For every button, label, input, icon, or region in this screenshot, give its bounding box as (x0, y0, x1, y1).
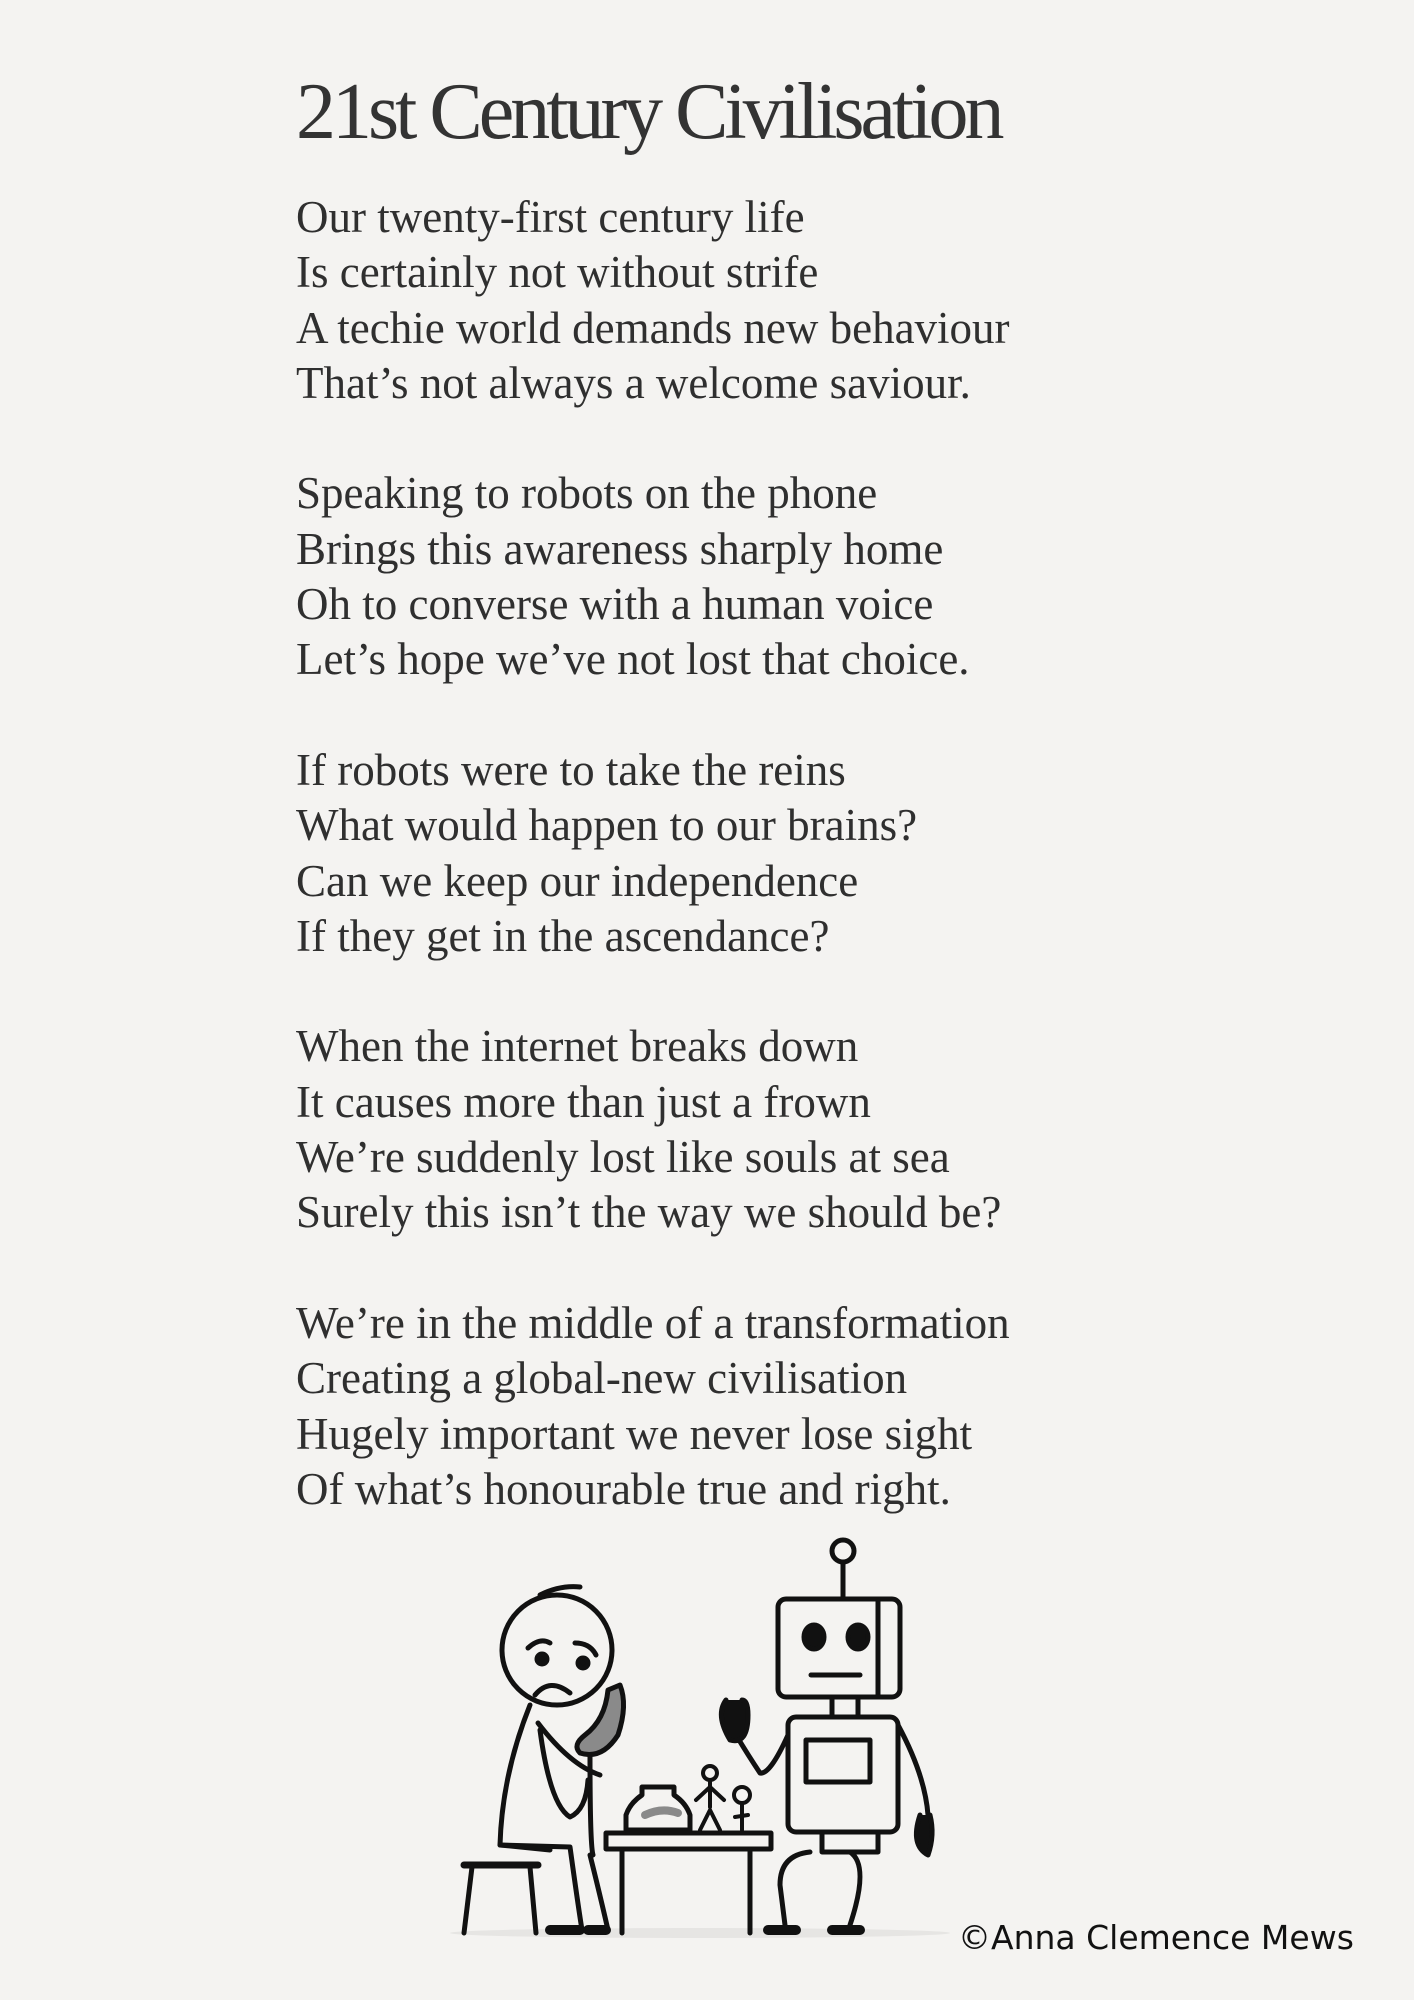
poem-line: Brings this awareness sharply home (296, 523, 944, 574)
poem-line: A techie world demands new behaviour (296, 302, 1010, 353)
poem-line: Oh to converse with a human voice (296, 579, 934, 630)
poem-line: Of what’s honourable true and right. (296, 1463, 951, 1514)
stanza-4 (296, 1019, 1010, 1240)
poem-line: Speaking to robots on the phone (296, 468, 878, 519)
stanza-3 (296, 743, 1010, 964)
table-icon (606, 1833, 771, 1933)
stanza-1 (296, 190, 1010, 411)
poem-line: We’re in the middle of a transformation (296, 1297, 1010, 1348)
worried-person-icon (500, 1587, 612, 1930)
poem-line: It causes more than just a frown (296, 1076, 871, 1127)
robot-icon (721, 1540, 932, 1930)
person-and-robot-illustration (430, 1525, 990, 1945)
desk-phone-icon (626, 1787, 690, 1830)
poem-line: What would happen to our brains? (296, 800, 918, 851)
poem-line: Creating a global-new civilisation (296, 1353, 908, 1404)
poem-line: That’s not always a welcome saviour. (296, 357, 971, 408)
ground-shadow (450, 1928, 950, 1938)
poem-line: If they get in the ascendance? (296, 910, 830, 961)
poem-line: Let’s hope we’ve not lost that choice. (296, 634, 970, 685)
poem-body (296, 190, 1010, 1572)
poem-line: Hugely important we never lose sight (296, 1408, 973, 1459)
small-figure-icon (696, 1766, 750, 1830)
poem-line: Is certainly not without strife (296, 247, 819, 298)
stool-icon (464, 1865, 538, 1933)
poem-line: When the internet breaks down (296, 1021, 859, 1072)
poem-line: Our twenty-first century life (296, 192, 805, 242)
poem-line: Can we keep our independence (296, 855, 859, 906)
poem-title: 21st Century Civilisation (296, 68, 1001, 156)
stanza-5 (296, 1296, 1010, 1517)
poem-line: We’re suddenly lost like souls at sea (296, 1132, 950, 1183)
stanza-2 (296, 466, 1010, 687)
poem-line: Surely this isn’t the way we should be? (296, 1187, 1002, 1238)
copyright-notice: ©Anna Clemence Mews (958, 1918, 1354, 1957)
poem-line: If robots were to take the reins (296, 744, 846, 795)
